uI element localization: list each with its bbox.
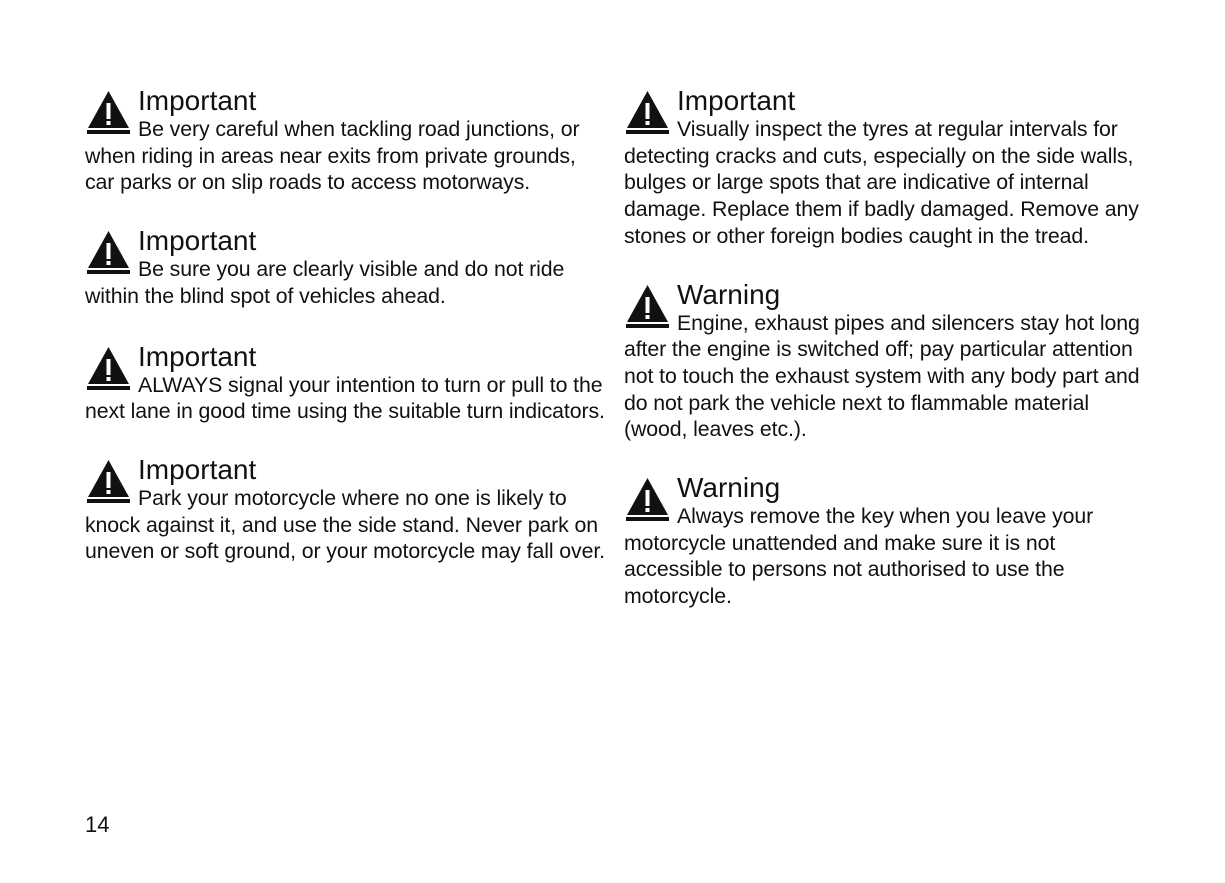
warning-triangle-icon: [624, 283, 671, 330]
warning-triangle-icon: [624, 89, 671, 136]
notice-tyres: [624, 86, 1149, 250]
warning-triangle-icon: [85, 458, 132, 505]
notice-junctions: [85, 86, 605, 196]
notice-hot-engine: [624, 280, 1149, 444]
notice-title: Important: [138, 85, 257, 116]
notice-title: Important: [138, 340, 257, 372]
page-number: 14: [85, 812, 110, 837]
notice-title: Important: [138, 453, 257, 485]
notice-remove-key: [624, 473, 1149, 610]
notice-body: Be sure you are clearly visible and do not ride within the blind spot of vehicles ahead.: [85, 257, 565, 308]
notice-title: Important: [138, 225, 257, 257]
notice-body: Always remove the key when you leave your motorcycle unattended and make sure it is not accessible to persons not authorised to use the motorcycle.: [624, 504, 1094, 609]
notice-body: Be very careful when tackling road junctions, or when riding in areas near exits from private grounds, car parks or on slip roads to access motorways.: [85, 117, 580, 195]
left-column: [85, 86, 605, 595]
right-column: [624, 86, 1149, 640]
warning-triangle-icon: [85, 229, 132, 276]
notice-body: Visually inspect the tyres at regular intervals for detecting cracks and cuts, especially on the side walls, bulges or large spots that are indicative of internal damage. Replace them if badly damaged. Remove any stones or other foreign bodies caught in the tread.: [624, 117, 1139, 248]
warning-triangle-icon: [624, 476, 671, 523]
warning-triangle-icon: [85, 345, 132, 392]
warning-triangle-icon: [85, 89, 132, 136]
notice-body: ALWAYS signal your intention to turn or pull to the next lane in good time using the suitable turn indicators.: [85, 372, 605, 424]
notice-title: Warning: [677, 278, 781, 310]
notice-parking: [85, 455, 605, 565]
notice-title: Important: [677, 85, 796, 116]
notice-body: Park your motorcycle where no one is likely to knock against it, and use the side stand. Never park on uneven or soft ground, or your motorcycle may fall over.: [85, 485, 605, 564]
notice-title: Warning: [677, 472, 781, 504]
notice-body: Engine, exhaust pipes and silencers stay hot long after the engine is switched off; pay particular attention not to touch the exhaust system with any body part and do not park the vehicle next to flammable material (wood, leaves etc.).: [624, 310, 1140, 442]
notice-signal: [85, 342, 605, 425]
notice-blind-spot: [85, 226, 605, 309]
